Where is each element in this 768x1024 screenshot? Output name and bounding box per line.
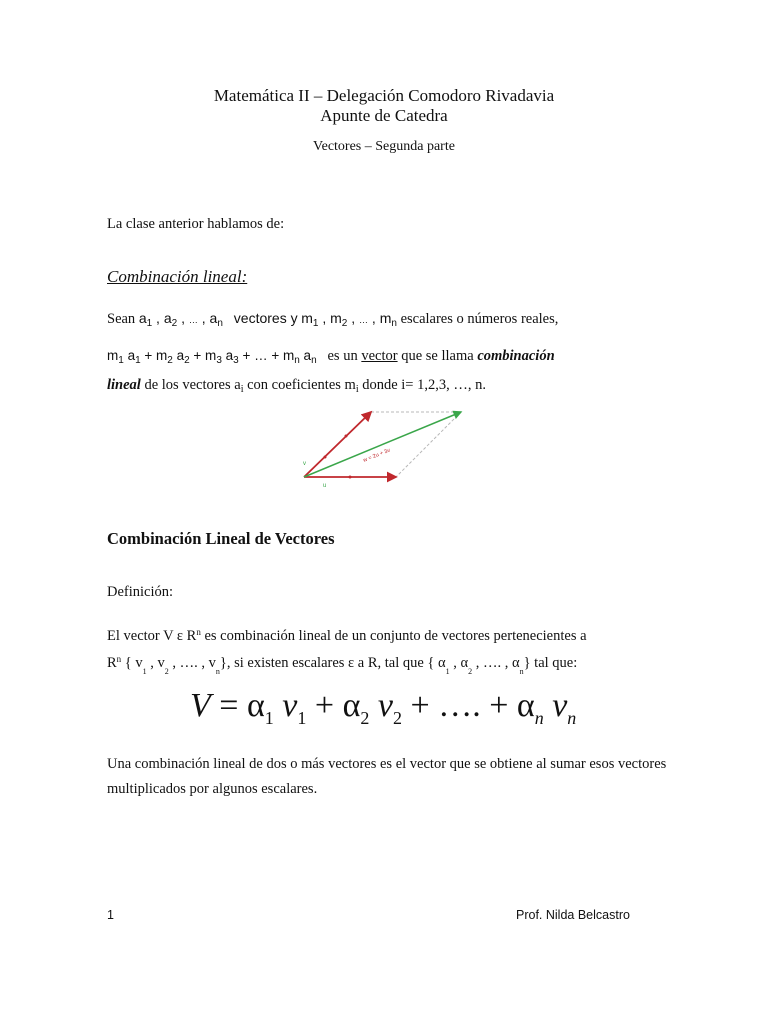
vector-v-arrow <box>304 412 371 477</box>
linear-combination-expression: $m_1$ $a_1 + m_2$ $a_2 + m_3$ $a_3$ + … + $m_n$ $a_n$ <box>107 348 317 366</box>
section-title-combinacion-lineal: Combinación lineal: <box>107 267 248 286</box>
document-subtitle: Apunte de Catedra <box>320 106 448 125</box>
definition-continuation: lineal de los vectores $a_i$ con coeficientes $m_i$ donde i= 1,2,3, …, n. <box>107 377 486 395</box>
label-w: w = 2u + 3v <box>362 447 392 464</box>
closing-paragraph: Una combinación lineal de dos o más vectores es el vector que se obtiene al sumar esos vectores multiplicados por algunos escalares. <box>107 756 667 797</box>
document-title: Matemática II – Delegación Comodoro Rivadavia <box>213 86 555 105</box>
vector-w-arrow <box>304 412 461 477</box>
document-topic: Vectores – Segunda parte <box>313 139 455 154</box>
definicion-label: Definición: <box>107 584 174 600</box>
label-v: v <box>303 461 306 467</box>
label-u: u <box>323 483 327 489</box>
intro-text: La clase anterior hablamos de: <box>107 216 285 232</box>
definition-line-1: El vector V ε $R^n$ es combinación lineal de un conjunto de vectores pertenecientes a <box>107 627 587 644</box>
a-list: $a_1$ , $a_2$ , … , $a_n$ <box>138 310 223 329</box>
page-number: 1 <box>107 908 114 922</box>
sean-paragraph: Sean $a_1$ , $a_2$ , … , $a_n$ vectores y $m_1$ , $m_2$ , … , $m_n$ escalares o números reales, <box>107 310 559 329</box>
vector-diagram <box>296 405 471 490</box>
m-list: $m_1$ , $m_2$ , … , $m_n$ <box>301 310 397 329</box>
definition-line-2: $R^n$ { $v_1$ , $v_2$ , …. , $v_n$}, si existen escalares ε a R, tal que { $\alpha_1$ , $\alpha_2$ , …. , $\alpha_n$} tal que: <box>107 654 578 676</box>
dashed-right-edge <box>396 412 461 477</box>
linear-combination-formula: $V = \alpha_1$ $v_1 + \alpha_2$ $v_2$ + …. + $\alpha_n$ $v_n$ <box>190 687 577 728</box>
section-title-combinacion-lineal-vectores: Combinación Lineal de Vectores <box>107 529 335 548</box>
combination-expression-line: $m_1$ $a_1 + m_2$ $a_2 + m_3$ $a_3$ + … + $m_n$ $a_n$ es un vector que se llama combinación <box>107 348 555 366</box>
footer-author: Prof. Nilda Belcastro <box>516 908 630 922</box>
